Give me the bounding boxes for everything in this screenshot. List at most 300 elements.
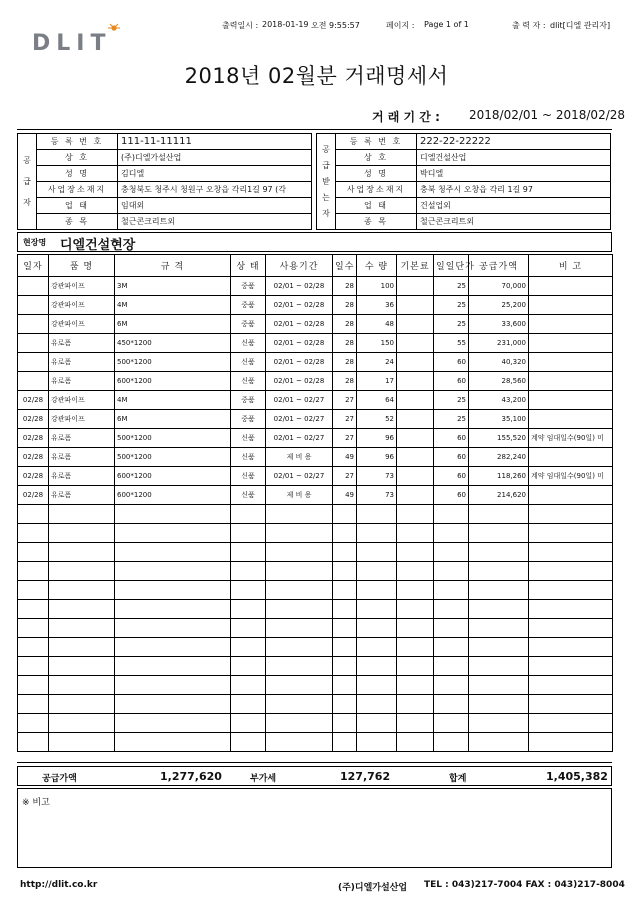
- print-date-label: 출력일시 :: [222, 21, 259, 30]
- table-row: [18, 372, 613, 391]
- table-cell: 02/01 ~ 02/28: [266, 334, 333, 353]
- empty-row: [18, 600, 613, 619]
- table-cell: [434, 657, 469, 676]
- table-cell: [231, 714, 266, 733]
- table-cell: 02/28: [18, 410, 49, 429]
- page-value: Page 1 of 1: [424, 20, 469, 29]
- table-cell: [115, 524, 231, 543]
- table-cell: 강관파이프: [49, 410, 115, 429]
- table-cell: 02/01 ~ 02/28: [266, 277, 333, 296]
- table-cell: 계약 임대일수(90일) 미: [529, 429, 613, 448]
- table-cell: [397, 600, 434, 619]
- table-cell: 02/01 ~ 02/27: [266, 467, 333, 486]
- supplier-row: [18, 214, 312, 230]
- table-row: [18, 467, 613, 486]
- table-cell: [529, 505, 613, 524]
- table-cell: 27: [333, 391, 357, 410]
- items-header-row: [18, 255, 613, 277]
- supplier-field-label: 종 목: [37, 214, 118, 230]
- table-cell: [333, 638, 357, 657]
- table-cell: 강관파이프: [49, 277, 115, 296]
- table-cell: 73: [357, 467, 397, 486]
- items-table: [17, 254, 613, 752]
- table-cell: [115, 714, 231, 733]
- table-cell: [266, 581, 333, 600]
- table-cell: [49, 695, 115, 714]
- table-cell: 27: [333, 410, 357, 429]
- table-cell: [434, 600, 469, 619]
- column-header: 상 태: [231, 255, 266, 277]
- table-cell: 강관파이프: [49, 315, 115, 334]
- table-cell: [397, 505, 434, 524]
- table-cell: [397, 619, 434, 638]
- table-cell: 214,620: [469, 486, 529, 505]
- table-cell: 유로폼: [49, 486, 115, 505]
- empty-row: [18, 505, 613, 524]
- vat-value: 127,762: [340, 770, 391, 783]
- table-cell: 27: [333, 429, 357, 448]
- receiver-row: [317, 214, 611, 230]
- receiver-row: [317, 134, 611, 150]
- column-header: 일수: [333, 255, 357, 277]
- table-cell: [231, 505, 266, 524]
- table-cell: [333, 714, 357, 733]
- table-cell: [18, 600, 49, 619]
- table-cell: [529, 543, 613, 562]
- empty-row: [18, 676, 613, 695]
- table-cell: [18, 505, 49, 524]
- table-cell: 02/28: [18, 429, 49, 448]
- supplier-table: [17, 133, 312, 230]
- receiver-field-value: 충북 청주시 오창읍 각리 1길 97: [417, 182, 611, 198]
- table-cell: 중품: [231, 296, 266, 315]
- table-cell: [397, 410, 434, 429]
- notes-box: [17, 788, 612, 868]
- table-cell: [357, 714, 397, 733]
- table-cell: 118,260: [469, 467, 529, 486]
- table-cell: [434, 676, 469, 695]
- table-cell: 25,200: [469, 296, 529, 315]
- column-header: 일자: [18, 255, 49, 277]
- table-cell: [357, 600, 397, 619]
- table-cell: 신품: [231, 429, 266, 448]
- receiver-field-value: 철근콘크리트외: [417, 214, 611, 230]
- table-cell: [115, 657, 231, 676]
- table-cell: [231, 733, 266, 752]
- table-cell: [469, 505, 529, 524]
- table-cell: [357, 505, 397, 524]
- table-cell: [397, 467, 434, 486]
- grand-total-value: 1,405,382: [546, 770, 608, 783]
- table-cell: [49, 524, 115, 543]
- table-cell: 48: [357, 315, 397, 334]
- table-cell: [397, 334, 434, 353]
- table-cell: 600*1200: [115, 467, 231, 486]
- table-cell: [333, 543, 357, 562]
- table-cell: [18, 581, 49, 600]
- supplier-side-label: [18, 134, 37, 230]
- supplier-row: [18, 134, 312, 150]
- printer-label: 출 력 자 :: [512, 21, 546, 30]
- table-cell: [49, 619, 115, 638]
- table-cell: [333, 524, 357, 543]
- table-cell: [231, 600, 266, 619]
- table-cell: [397, 657, 434, 676]
- column-header: 일일단가: [434, 255, 469, 277]
- table-cell: 신품: [231, 372, 266, 391]
- table-cell: [18, 353, 49, 372]
- table-cell: [49, 505, 115, 524]
- table-cell: [434, 581, 469, 600]
- table-cell: 유로폼: [49, 429, 115, 448]
- table-cell: 600*1200: [115, 486, 231, 505]
- empty-row: [18, 695, 613, 714]
- table-cell: [18, 562, 49, 581]
- table-cell: [49, 543, 115, 562]
- table-cell: [529, 334, 613, 353]
- receiver-field-value: 건설업외: [417, 198, 611, 214]
- table-cell: 4M: [115, 391, 231, 410]
- supplier-field-value: 임대외: [118, 198, 312, 214]
- empty-row: [18, 562, 613, 581]
- table-cell: 231,000: [469, 334, 529, 353]
- table-cell: 중품: [231, 410, 266, 429]
- table-row: [18, 410, 613, 429]
- table-cell: 중품: [231, 315, 266, 334]
- table-cell: [529, 581, 613, 600]
- table-cell: [469, 638, 529, 657]
- company-logo: [30, 24, 158, 56]
- table-cell: 49: [333, 448, 357, 467]
- site-label: 현장명: [23, 238, 47, 247]
- table-cell: [115, 733, 231, 752]
- table-cell: [434, 619, 469, 638]
- table-cell: 60: [434, 372, 469, 391]
- table-cell: [18, 372, 49, 391]
- table-row: [18, 391, 613, 410]
- table-cell: 600*1200: [115, 372, 231, 391]
- table-cell: 02/28: [18, 486, 49, 505]
- column-header: 기본료: [397, 255, 434, 277]
- table-cell: [397, 353, 434, 372]
- table-cell: [266, 695, 333, 714]
- table-cell: [115, 505, 231, 524]
- totals-bar: [17, 766, 612, 786]
- table-cell: [469, 581, 529, 600]
- table-cell: 36: [357, 296, 397, 315]
- table-cell: [529, 676, 613, 695]
- table-row: [18, 277, 613, 296]
- table-cell: [333, 505, 357, 524]
- table-row: [18, 334, 613, 353]
- receiver-field-label: 종 목: [336, 214, 417, 230]
- table-cell: 유로폼: [49, 334, 115, 353]
- table-cell: 02/01 ~ 02/28: [266, 372, 333, 391]
- empty-row: [18, 638, 613, 657]
- table-cell: 중품: [231, 391, 266, 410]
- table-cell: 3M: [115, 277, 231, 296]
- footer-contact: TEL : 043)217-7004 FAX : 043)217-8004: [424, 880, 625, 890]
- table-cell: 02/01 ~ 02/28: [266, 315, 333, 334]
- table-cell: [529, 315, 613, 334]
- table-cell: [49, 600, 115, 619]
- table-cell: 25: [434, 296, 469, 315]
- supply-total-value: 1,277,620: [160, 770, 222, 783]
- table-cell: [397, 733, 434, 752]
- table-cell: [469, 657, 529, 676]
- table-cell: [357, 619, 397, 638]
- table-cell: [357, 676, 397, 695]
- table-cell: [529, 562, 613, 581]
- supplier-row: [18, 198, 312, 214]
- table-cell: 500*1200: [115, 353, 231, 372]
- table-cell: [18, 695, 49, 714]
- table-cell: 02/01 ~ 02/27: [266, 429, 333, 448]
- table-cell: [357, 638, 397, 657]
- supplier-field-label: 업 태: [37, 198, 118, 214]
- table-cell: [529, 410, 613, 429]
- table-cell: 25: [434, 277, 469, 296]
- table-cell: 02/01 ~ 02/27: [266, 391, 333, 410]
- receiver-side-char: 는: [322, 193, 330, 202]
- table-cell: [529, 695, 613, 714]
- table-cell: 60: [434, 353, 469, 372]
- table-cell: 49: [333, 486, 357, 505]
- supplier-field-value: 김디엘: [118, 166, 312, 182]
- table-cell: 02/01 ~ 02/27: [266, 410, 333, 429]
- table-cell: [231, 695, 266, 714]
- receiver-field-value: 디엘건설산업: [417, 150, 611, 166]
- table-cell: [266, 524, 333, 543]
- table-cell: 55: [434, 334, 469, 353]
- table-cell: [266, 676, 333, 695]
- table-cell: 500*1200: [115, 429, 231, 448]
- table-cell: 28: [333, 315, 357, 334]
- table-cell: [434, 505, 469, 524]
- table-cell: [469, 676, 529, 695]
- empty-row: [18, 581, 613, 600]
- table-row: [18, 296, 613, 315]
- table-cell: 제 비 용: [266, 486, 333, 505]
- receiver-side-char: 받: [322, 177, 330, 186]
- supply-total-label: 공급가액: [42, 774, 77, 784]
- supplier-row: [18, 166, 312, 182]
- table-cell: [357, 695, 397, 714]
- table-cell: 25: [434, 410, 469, 429]
- table-cell: [18, 296, 49, 315]
- print-time: 오전 9:55:57: [311, 21, 360, 30]
- table-cell: [397, 372, 434, 391]
- top-rule: [17, 129, 612, 130]
- table-cell: [397, 676, 434, 695]
- empty-row: [18, 619, 613, 638]
- table-cell: 35,100: [469, 410, 529, 429]
- empty-row: [18, 543, 613, 562]
- receiver-table: [316, 133, 611, 230]
- table-cell: 신품: [231, 353, 266, 372]
- table-cell: [434, 638, 469, 657]
- table-cell: [231, 676, 266, 695]
- empty-row: [18, 524, 613, 543]
- table-cell: 28: [333, 296, 357, 315]
- table-cell: [49, 714, 115, 733]
- table-cell: [115, 562, 231, 581]
- totals-rule: [17, 762, 612, 763]
- supplier-field-label: 등 록 번 호: [37, 134, 118, 150]
- site-name: 디엘건설현장: [60, 238, 136, 253]
- table-cell: 28,560: [469, 372, 529, 391]
- footer-company: (주)디엘가설산업: [338, 883, 408, 893]
- table-cell: [18, 543, 49, 562]
- supplier-field-value: 철근콘크리트외: [118, 214, 312, 230]
- table-cell: [529, 296, 613, 315]
- table-cell: [397, 714, 434, 733]
- table-cell: [231, 543, 266, 562]
- table-cell: 500*1200: [115, 448, 231, 467]
- table-cell: [231, 657, 266, 676]
- table-cell: [18, 334, 49, 353]
- table-cell: 유로폼: [49, 353, 115, 372]
- column-header: 공급가액: [469, 255, 529, 277]
- table-cell: 60: [434, 448, 469, 467]
- receiver-field-value: 박디엘: [417, 166, 611, 182]
- empty-row: [18, 714, 613, 733]
- table-row: [18, 486, 613, 505]
- footer-url: http://dlit.co.kr: [20, 880, 98, 890]
- table-cell: [266, 543, 333, 562]
- table-cell: [266, 562, 333, 581]
- table-cell: 100: [357, 277, 397, 296]
- table-cell: 40,320: [469, 353, 529, 372]
- table-cell: [397, 391, 434, 410]
- receiver-field-label: 상 호: [336, 150, 417, 166]
- table-cell: [434, 695, 469, 714]
- receiver-side-char: 공: [322, 145, 330, 154]
- table-cell: 27: [333, 467, 357, 486]
- table-cell: [18, 277, 49, 296]
- table-cell: [357, 733, 397, 752]
- table-cell: 신품: [231, 334, 266, 353]
- table-cell: 60: [434, 486, 469, 505]
- table-cell: [357, 581, 397, 600]
- table-cell: 유로폼: [49, 372, 115, 391]
- column-header: 비 고: [529, 255, 613, 277]
- receiver-row: [317, 198, 611, 214]
- table-cell: 52: [357, 410, 397, 429]
- table-cell: 02/28: [18, 391, 49, 410]
- column-header: 규 격: [115, 255, 231, 277]
- table-cell: 신품: [231, 486, 266, 505]
- table-cell: [18, 619, 49, 638]
- table-cell: [115, 676, 231, 695]
- table-cell: 02/28: [18, 448, 49, 467]
- table-cell: [357, 562, 397, 581]
- table-cell: [115, 600, 231, 619]
- column-header: 사용기간: [266, 255, 333, 277]
- supplier-field-label: 성 명: [37, 166, 118, 182]
- table-cell: [397, 315, 434, 334]
- table-cell: [434, 714, 469, 733]
- supplier-field-value: 111-11-11111: [118, 134, 312, 150]
- table-cell: [434, 733, 469, 752]
- table-cell: 64: [357, 391, 397, 410]
- table-cell: [18, 524, 49, 543]
- table-cell: [333, 733, 357, 752]
- table-cell: [397, 581, 434, 600]
- receiver-side-label: [317, 134, 336, 230]
- supplier-row: [18, 182, 312, 198]
- table-cell: [529, 619, 613, 638]
- table-row: [18, 448, 613, 467]
- table-cell: 신품: [231, 448, 266, 467]
- table-cell: 유로폼: [49, 448, 115, 467]
- receiver-side-char: 자: [322, 209, 330, 218]
- table-cell: [529, 733, 613, 752]
- table-cell: [333, 600, 357, 619]
- table-row: [18, 315, 613, 334]
- table-cell: 28: [333, 372, 357, 391]
- table-cell: [49, 581, 115, 600]
- table-cell: [266, 638, 333, 657]
- table-cell: 강관파이프: [49, 296, 115, 315]
- table-cell: [357, 524, 397, 543]
- table-cell: 계약 임대일수(90일) 미: [529, 467, 613, 486]
- receiver-row: [317, 166, 611, 182]
- table-cell: [397, 448, 434, 467]
- table-cell: [469, 543, 529, 562]
- table-cell: [231, 581, 266, 600]
- table-cell: [266, 619, 333, 638]
- period-label: 거 래 기 간 :: [372, 110, 440, 124]
- table-cell: [529, 657, 613, 676]
- table-cell: [469, 733, 529, 752]
- table-cell: 강관파이프: [49, 391, 115, 410]
- table-cell: [333, 562, 357, 581]
- table-cell: 96: [357, 429, 397, 448]
- table-cell: 신품: [231, 467, 266, 486]
- table-cell: [357, 543, 397, 562]
- table-cell: [397, 296, 434, 315]
- table-cell: [333, 619, 357, 638]
- receiver-row: [317, 182, 611, 198]
- table-cell: [529, 524, 613, 543]
- table-cell: 60: [434, 429, 469, 448]
- supplier-row: [18, 150, 312, 166]
- table-cell: [333, 676, 357, 695]
- table-cell: [529, 372, 613, 391]
- table-cell: [18, 657, 49, 676]
- table-cell: [434, 562, 469, 581]
- table-cell: [397, 524, 434, 543]
- table-cell: 중품: [231, 277, 266, 296]
- table-cell: 02/28: [18, 467, 49, 486]
- table-cell: [469, 600, 529, 619]
- table-cell: [18, 315, 49, 334]
- vat-label: 부가세: [250, 774, 277, 784]
- empty-row: [18, 733, 613, 752]
- table-cell: [333, 695, 357, 714]
- table-cell: 28: [333, 353, 357, 372]
- column-header: 품 명: [49, 255, 115, 277]
- receiver-side-char: 급: [322, 161, 330, 170]
- table-cell: [231, 619, 266, 638]
- table-cell: [231, 638, 266, 657]
- table-cell: [529, 277, 613, 296]
- table-cell: [469, 619, 529, 638]
- table-cell: [266, 600, 333, 619]
- grand-total-label: 합계: [449, 774, 467, 784]
- table-cell: [397, 543, 434, 562]
